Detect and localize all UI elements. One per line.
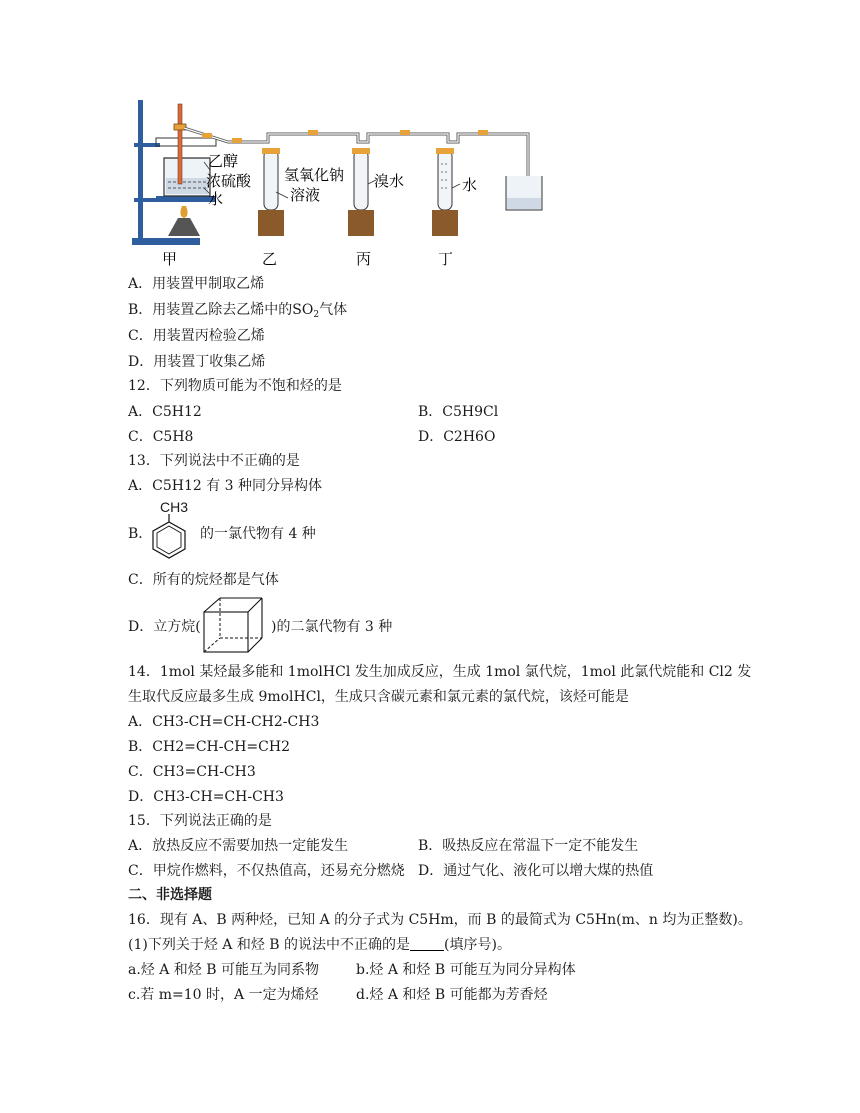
q13-option-b-label: B． <box>128 526 153 542</box>
q16-stem: 16．现有 A、B 两种烃，已知 A 的分子式为 C5Hm，而 B 的最简式为 C5Hn(m、n 均为正整数)。 <box>128 912 752 928</box>
apparatus-diagram <box>128 98 548 270</box>
label-water-jia: 水 <box>208 191 224 208</box>
q15-option-b: B．吸热反应在常温下一定不能发生 <box>418 838 639 854</box>
cubane-structure <box>200 596 266 656</box>
test-tube-yi <box>264 150 278 210</box>
label-ethanol: 乙醇 <box>208 153 239 170</box>
q13-stem: 13．下列说法中不正确的是 <box>128 453 300 469</box>
q14-stem-line1: 14．1mol 某烃最多能和 1molHCl 发生加成反应，生成 1mol 氯代烷，1mol 此氯代烷能和 Cl2 发 <box>128 664 752 680</box>
thermometer <box>178 104 182 184</box>
q15-stem: 15．下列说法正确的是 <box>128 813 272 829</box>
label-jia: 甲 <box>162 251 178 268</box>
toluene-ch3-label: CH3 <box>160 499 189 515</box>
label-bromine: 溴水 <box>374 173 405 190</box>
q16-option-c: c.若 m=10 时，A 一定为烯烃 <box>128 987 319 1003</box>
q14-stem-line2: 生取代反应最多生成 9molHCl，生成只含碳元素和氯元素的氯代烷，该烃可能是 <box>128 689 629 705</box>
stand-rod <box>138 100 143 240</box>
q13-option-a: A．C5H12 有 3 种同分异构体 <box>128 478 323 494</box>
stand-block-yi <box>258 210 284 236</box>
label-naoh: 氢氧化钠 <box>284 167 345 184</box>
label-ding: 丁 <box>438 251 454 268</box>
q12-stem: 12．下列物质可能为不饱和烃的是 <box>128 378 342 394</box>
q15-option-c: C．甲烷作燃料，不仅热值高，还易充分燃烧 <box>128 863 405 879</box>
q15-option-d: D．通过气化、液化可以增大煤的热值 <box>418 863 654 879</box>
q16-option-a: a.烃 A 和烃 B 可能互为同系物 <box>128 962 319 978</box>
q12-option-a: A．C5H12 <box>128 404 202 420</box>
toluene-structure <box>148 512 190 560</box>
q16-sub1: (1)下列关于烃 A 和烃 B 的说法中不正确的是 (填序号)。 <box>128 937 511 953</box>
label-sulfuric: 浓硫酸 <box>206 173 252 190</box>
q12-option-d: D．C2H6O <box>418 429 496 445</box>
stand-block-bing <box>348 210 374 236</box>
q11-option-d: D．用装置丁收集乙烯 <box>128 354 266 370</box>
q12-option-c: C．C5H8 <box>128 429 194 445</box>
test-tube-bing <box>354 150 368 210</box>
q13-option-d-pre: D．立方烷( <box>128 619 201 635</box>
q16-option-b: b.烃 A 和烃 B 可能互为同分异构体 <box>356 962 576 978</box>
section-heading: 二、非选择题 <box>128 887 212 903</box>
q13-option-c: C．所有的烷烃都是气体 <box>128 572 279 588</box>
q14-option-a: A．CH3-CH=CH-CH2-CH3 <box>128 714 320 730</box>
label-naoh-solution: 溶液 <box>290 187 321 204</box>
label-yi: 乙 <box>262 251 278 268</box>
label-bing: 丙 <box>356 251 372 268</box>
q14-option-d: D．CH3-CH=CH-CH3 <box>128 789 284 805</box>
q14-option-c: C．CH3=CH-CH3 <box>128 764 256 780</box>
q11-option-b: B．用装置乙除去乙烯中的$SO_2$气体 <box>128 302 348 320</box>
q11-option-c: C．用装置丙检验乙烯 <box>128 328 265 344</box>
stand-block-ding <box>432 210 458 236</box>
answer-blank[interactable] <box>410 936 444 951</box>
q12-option-b: B．C5H9Cl <box>418 404 499 420</box>
label-water-ding: 水 <box>462 177 478 194</box>
alcohol-lamp <box>168 218 200 236</box>
q14-option-b: B．CH2=CH-CH=CH2 <box>128 739 290 755</box>
q15-option-a: A．放热反应不需要加热一定能发生 <box>128 838 349 854</box>
q13-option-d-post: )的二氯代物有 3 种 <box>271 619 393 635</box>
q16-option-d: d.烃 A 和烃 B 可能都为芳香烃 <box>356 987 548 1003</box>
q11-option-a: A．用装置甲制取乙烯 <box>128 276 265 292</box>
q13-option-b-text: 的一氯代物有 4 种 <box>200 526 316 542</box>
